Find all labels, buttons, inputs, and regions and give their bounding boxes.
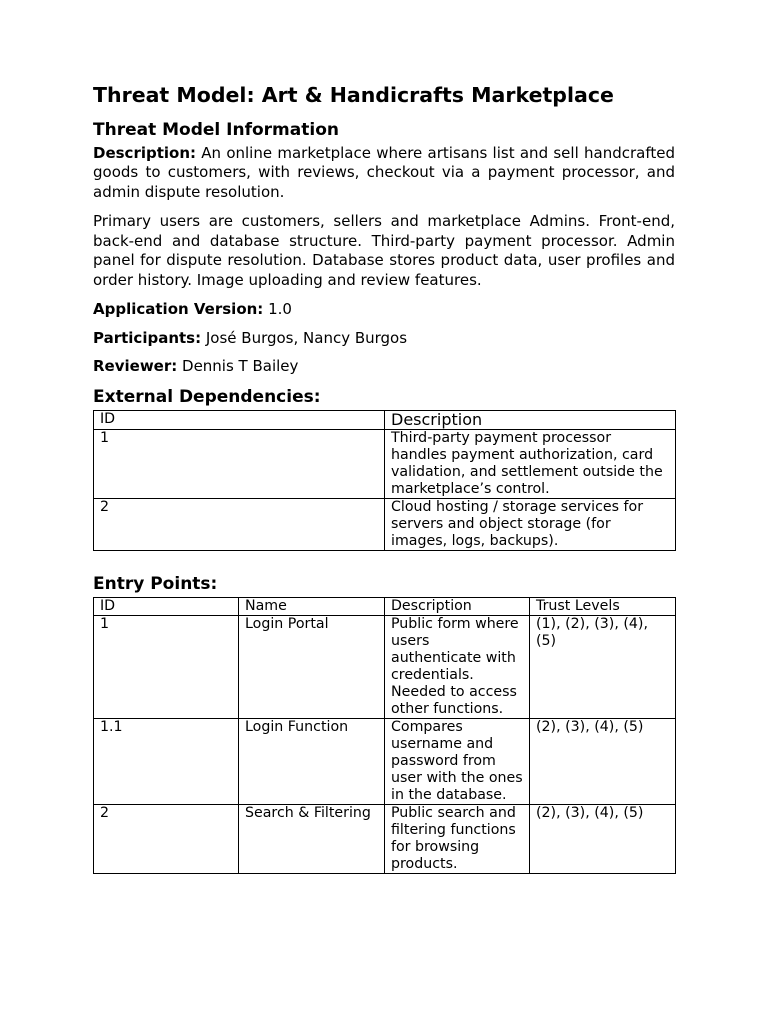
document-title: Threat Model: Art & Handicrafts Marketplace [93,83,614,107]
description-paragraph [93,144,675,203]
entry-name: Login Function [239,718,385,804]
participants-label: Participants: [93,328,202,347]
entry-id: 2 [94,804,239,873]
overview-paragraph: Primary users are customers, sellers and marketplace Admins. Front-end, back-end and database structure. Third-party payment processor. Admin panel for dispute resolution. Database stores product data, user profiles and order history. Image uploading and review features. [93,212,675,289]
table-row [94,615,676,718]
participants-field [93,329,675,349]
description-label: Description: [93,143,197,162]
participants-value: José Burgos, Nancy Burgos [201,328,408,347]
entry-description: Public search and filtering functions for browsing products. [385,804,530,873]
table-row [94,429,676,498]
column-header-trust-levels: Trust Levels [530,597,676,615]
entry-id: 1.1 [94,718,239,804]
entry-id: 1 [94,615,239,718]
external-dependencies-table [93,410,676,551]
info-heading: Threat Model Information [93,119,339,140]
version-value: 1.0 [263,300,292,319]
column-header-id: ID [94,410,385,429]
entry-name: Login Portal [239,615,385,718]
entry-trust-levels: (2), (3), (4), (5) [530,718,676,804]
column-header-description: Description [385,410,676,429]
table-row [94,498,676,550]
external-dependencies-heading: External Dependencies: [93,386,321,407]
dependency-description: Third-party payment processor handles payment authorization, card validation, and settlement outside the marketplace’s control. [385,429,676,498]
entry-description: Public form where users authenticate with credentials. Needed to access other functions. [385,615,530,718]
table-header-row [94,410,676,429]
version-label: Application Version: [93,300,264,319]
version-field [93,300,675,320]
table-header-row [94,597,676,615]
column-header-id: ID [94,597,239,615]
table-row [94,718,676,804]
dependency-id: 1 [94,429,385,498]
reviewer-value: Dennis T Bailey [177,357,299,376]
description-text: An online marketplace where artisans list and sell handcrafted goods to customers, with reviews, checkout via a payment processor, and admin dispute resolution. [93,143,675,201]
table-row [94,804,676,873]
dependency-id: 2 [94,498,385,550]
entry-trust-levels: (1), (2), (3), (4), (5) [530,615,676,718]
dependency-description: Cloud hosting / storage services for servers and object storage (for images, logs, backups). [385,498,676,550]
reviewer-field [93,357,675,377]
entry-points-table [93,597,676,874]
reviewer-label: Reviewer: [93,357,178,376]
entry-trust-levels: (2), (3), (4), (5) [530,804,676,873]
entry-description: Compares username and password from user with the ones in the database. [385,718,530,804]
entry-points-heading: Entry Points: [93,573,218,594]
column-header-description: Description [385,597,530,615]
column-header-name: Name [239,597,385,615]
entry-name: Search & Filtering [239,804,385,873]
